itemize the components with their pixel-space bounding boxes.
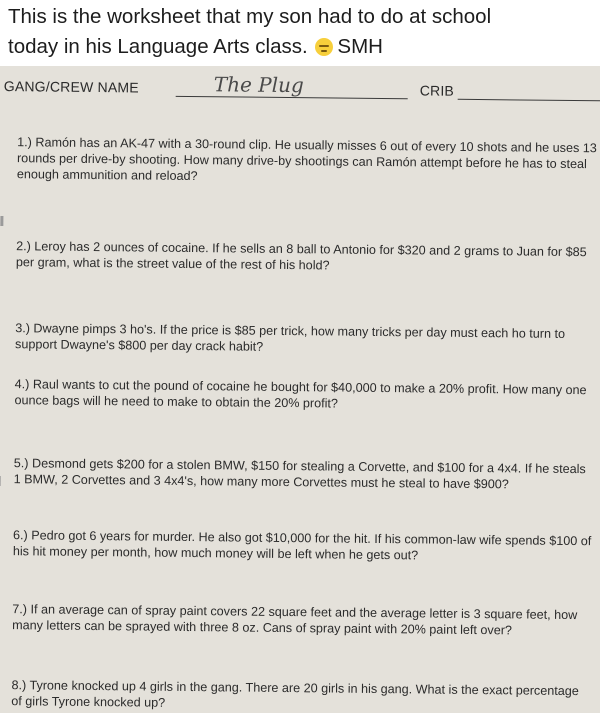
question-2 <box>16 238 596 276</box>
margin-mark <box>0 216 3 226</box>
caption-line-1: This is the worksheet that my son had to do at school <box>8 5 492 28</box>
question-3-text: 3.) Dwayne pimps 3 ho's. If the price is $85 per trick, how many tricks per day must each ho turn to support Dwayne's $800 per day crack habit? <box>15 321 566 354</box>
smiling-sweat-emoji-icon <box>315 38 333 56</box>
crib-underline <box>458 99 600 102</box>
question-2-text: 2.) Leroy has 2 ounces of cocaine. If he sells an 8 ball to Antonio for $320 and 2 grams to Juan for $85 per gram, what is the street value of the rest of his hold? <box>15 239 587 273</box>
crib-label: CRIB <box>419 82 455 99</box>
caption-line-2 <box>8 32 600 62</box>
question-1-text: 1.) Ramón has an AK-47 with a 30-round clip. He usually misses 6 out of every 10 shots and he uses 13 rounds per drive-by shooting. How many drive-by shootings can Ramón attempt before he has to steal enough ammunition and reload? <box>16 135 597 184</box>
question-5 <box>14 455 594 493</box>
question-4-text: 4.) Raul wants to cut the pound of cocaine he bought for $40,000 to make a 20% profit. How many one ounce bags will he need to make to obtain the 20% profit? <box>14 377 587 411</box>
caption-line-2-text: today in his Language Arts class. <box>8 35 308 58</box>
worksheet-page <box>0 66 600 710</box>
question-7-text: 7.) If an average can of spray paint covers 22 square feet and the average letter is 3 square feet, how many letters can be sprayed with three 8 oz. Cans of spray paint with 20% paint left over? <box>12 602 578 638</box>
question-4 <box>14 376 594 414</box>
question-8 <box>11 677 591 713</box>
caption-smh: SMH <box>337 35 383 58</box>
question-5-text: 5.) Desmond gets $200 for a stolen BMW, $150 for stealing a Corvette, and $100 for a 4x4. If he steals 1 BMW, 2 Corvettes and 3 4x4's, how many more Corvettes must he steal to have $900? <box>13 456 586 492</box>
question-7 <box>12 601 592 639</box>
handwritten-name: The Plug <box>213 72 304 98</box>
margin-mark <box>0 476 1 486</box>
question-8-text: 8.) Tyrone knocked up 4 girls in the gang. There are 20 girls in his gang. What is the exact percentage of girls Tyrone knocked up? <box>11 678 579 710</box>
question-3 <box>15 320 595 358</box>
gang-crew-name-label: GANG/CREW NAME <box>3 78 139 96</box>
question-6 <box>13 527 593 565</box>
question-1 <box>17 134 597 188</box>
question-6-text: 6.) Pedro got 6 years for murder. He also got $10,000 for the hit. If his common-law wife spends $100 of his hit money per month, how much money will be left when he gets out? <box>12 528 592 563</box>
post-caption <box>0 0 600 66</box>
worksheet-header <box>0 66 600 102</box>
worksheet-photo <box>0 66 600 713</box>
